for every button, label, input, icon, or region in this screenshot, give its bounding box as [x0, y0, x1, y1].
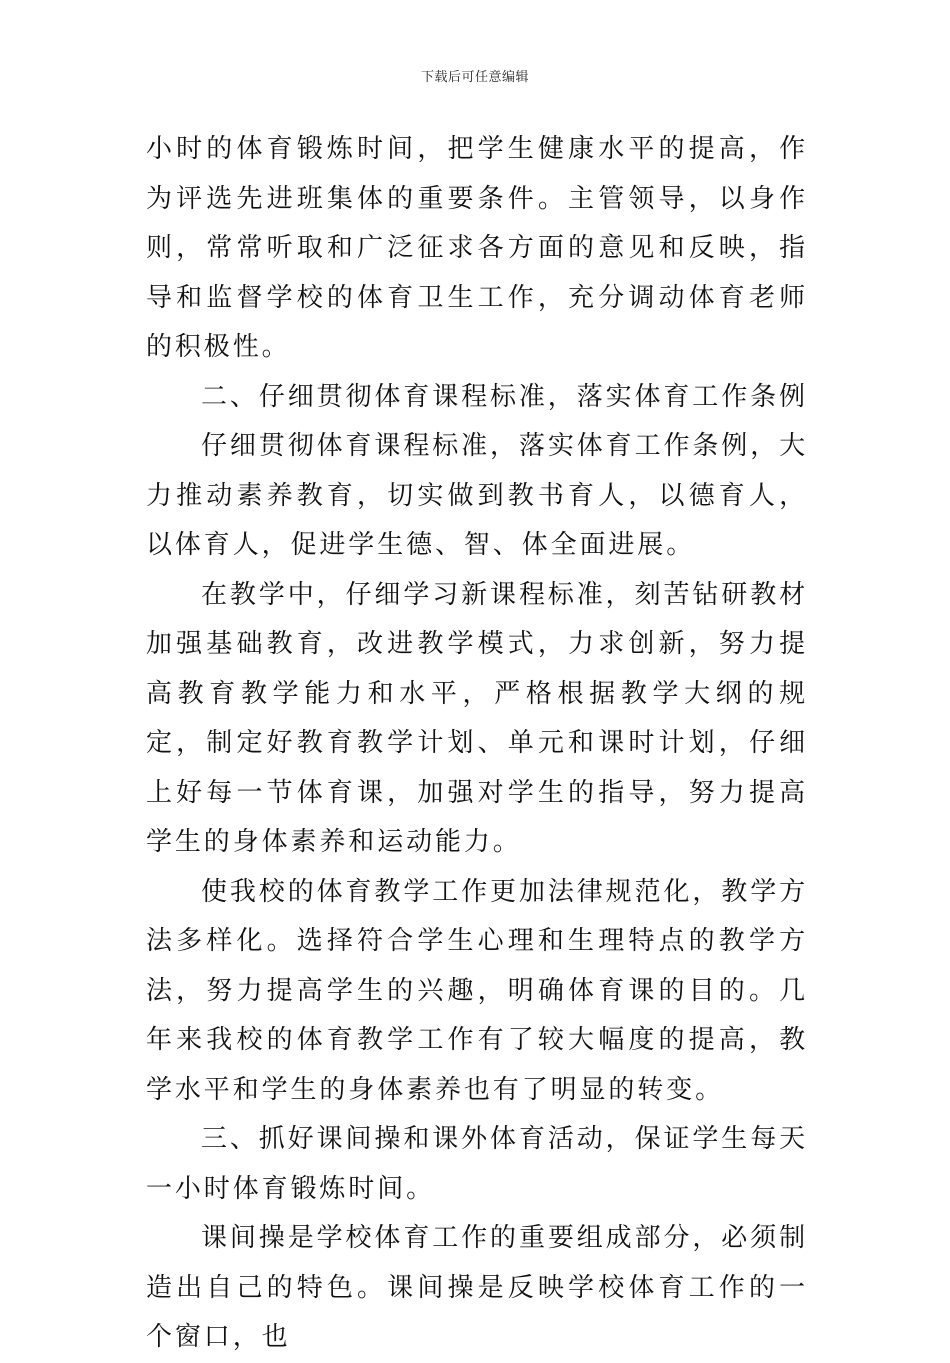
section-heading-2: 二、仔细贯彻体育课程标准，落实体育工作条例	[201, 381, 808, 412]
paragraph-5: 使我校的体育教学工作更加法律规范化，教学方法多样化。选择符合学生心理和生理特点的教学方法，努力提高学生的兴趣，明确体育课的目的。几年来我校的体育教学工作有了较大幅度的提高，教学水平和学生的身体素养也有了明显的转变。	[146, 876, 808, 1105]
paragraph-7: 课间操是学校体育工作的重要组成部分，必须制造出自己的特色。课间操是反映学校体育工作的一个窗口，也	[146, 1223, 808, 1352]
paragraph-1: 小时的体育锻炼时间，把学生健康水平的提高，作为评选先进班集体的重要条件。主管领导，以身作则，常常听取和广泛征求各方面的意见和反映，指导和监督学校的体育卫生工作，充分调动体育老师的积极性。	[146, 134, 808, 362]
section-heading-3: 三、抓好课间操和课外体育活动，保证学生每天一小时体育锻炼时间。	[146, 1124, 808, 1204]
page-header: 下载后可任意编辑	[420, 70, 529, 85]
document-body	[146, 125, 808, 1363]
paragraph-3: 仔细贯彻体育课程标准，落实体育工作条例，大力推动素养教育，切实做到教书育人，以德育人，以体育人，促进学生德、智、体全面进展。	[146, 431, 808, 560]
paragraph-4: 在教学中，仔细学习新课程标准，刻苦钻研教材加强基础教育，改进教学模式，力求创新，努力提高教育教学能力和水平，严格根据教学大纲的规定，制定好教育教学计划、单元和课时计划，仔细上好每一节体育课，加强对学生的指导，努力提高学生的身体素养和运动能力。	[146, 579, 808, 857]
